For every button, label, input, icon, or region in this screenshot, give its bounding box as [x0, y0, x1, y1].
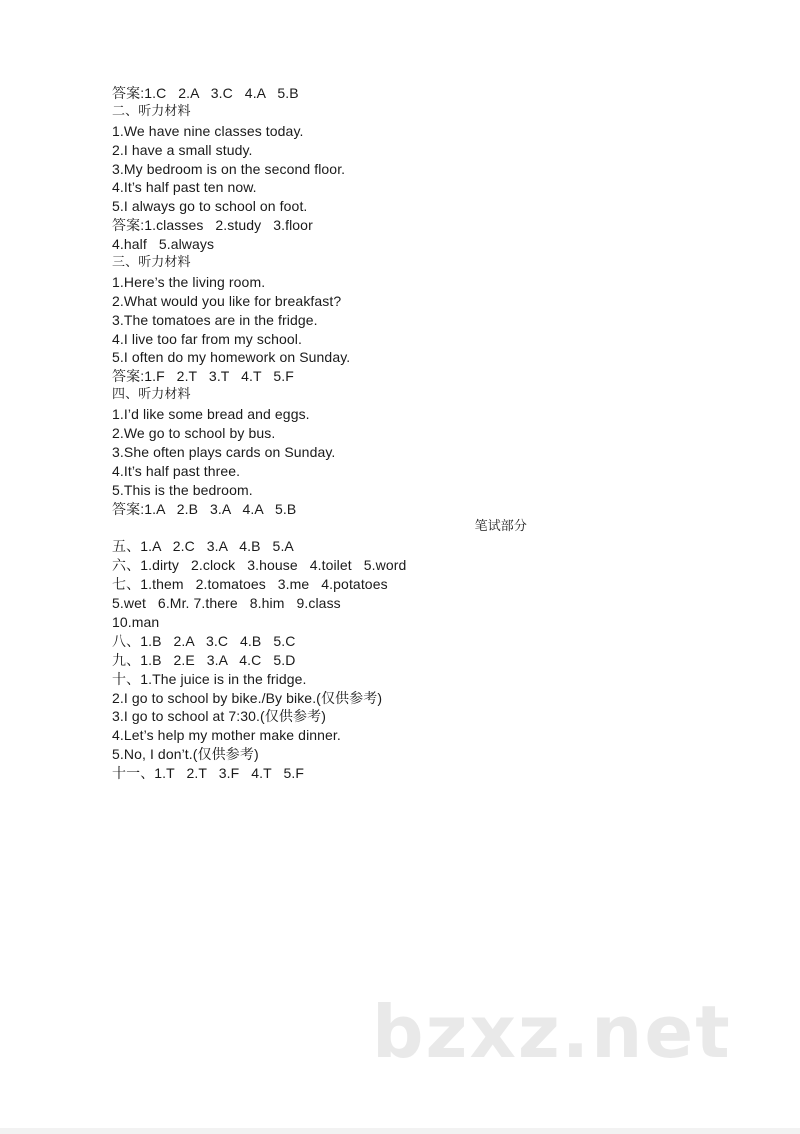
answer-line-part2: 答案:1.classes 2.study 3.floor: [112, 217, 313, 234]
answer-line-part10-cont: 4.Let’s help my mother make dinner.: [112, 727, 341, 744]
answer-line-part10-cont: 5.No, I don’t.(仅供参考): [112, 746, 259, 763]
answer-line-part10: 十、1.The juice is in the fridge.: [112, 670, 307, 687]
listening-line: 1.I’d like some bread and eggs.: [112, 406, 310, 423]
listening-line: 2.We go to school by bus.: [112, 425, 276, 442]
site-watermark: bzxz.net: [372, 990, 732, 1074]
listening-line: 4.I live too far from my school.: [112, 330, 302, 347]
answer-line-part10-cont: 3.I go to school at 7:30.(仅供参考): [112, 708, 326, 725]
answer-line-part7-cont: 5.wet 6.Mr. 7.there 8.him 9.class: [112, 595, 341, 612]
listening-line: 5.This is the bedroom.: [112, 481, 253, 498]
section-heading-3: 三、听力材料: [112, 255, 191, 271]
page-bottom-edge: [0, 1128, 800, 1134]
written-section-heading: 笔试部分: [474, 519, 527, 535]
answer-line-part2-cont: 4.half 5.always: [112, 236, 215, 253]
section-heading-2: 二、听力材料: [112, 103, 191, 119]
answer-line-part4: 答案:1.A 2.B 3.A 4.A 5.B: [112, 500, 297, 517]
listening-line: 4.It’s half past ten now.: [112, 179, 257, 196]
answer-line-part5: 五、1.A 2.C 3.A 4.B 5.A: [112, 538, 294, 555]
answer-line-part3: 答案:1.F 2.T 3.T 4.T 5.F: [112, 368, 294, 385]
answer-line-part7: 七、1.them 2.tomatoes 3.me 4.potatoes: [112, 576, 388, 593]
listening-line: 2.What would you like for breakfast?: [112, 292, 342, 309]
answer-line-part1: 答案:1.C 2.A 3.C 4.A 5.B: [112, 85, 299, 101]
listening-line: 5.I often do my homework on Sunday.: [112, 349, 351, 366]
listening-line: 3.My bedroom is on the second floor.: [112, 160, 346, 177]
answer-line-part11: 十一、1.T 2.T 3.F 4.T 5.F: [112, 765, 305, 782]
answer-line-part8: 八、1.B 2.A 3.C 4.B 5.C: [112, 632, 296, 649]
answer-line-part6: 六、1.dirty 2.clock 3.house 4.toilet 5.word: [112, 557, 407, 574]
section-heading-4: 四、听力材料: [112, 387, 191, 403]
listening-line: 1.We have nine classes today.: [112, 122, 304, 139]
listening-line: 3.She often plays cards on Sunday.: [112, 443, 336, 460]
answer-line-part9: 九、1.B 2.E 3.A 4.C 5.D: [112, 651, 296, 668]
listening-line: 4.It’s half past three.: [112, 462, 241, 479]
listening-line: 1.Here’s the living room.: [112, 273, 266, 290]
document-body: [112, 84, 692, 783]
listening-line: 5.I always go to school on foot.: [112, 198, 308, 215]
listening-line: 2.I have a small study.: [112, 141, 253, 158]
listening-line: 3.The tomatoes are in the fridge.: [112, 311, 318, 328]
answer-line-part10-cont: 2.I go to school by bike./By bike.(仅供参考): [112, 689, 383, 706]
answer-line-part7-cont: 10.man: [112, 613, 160, 630]
